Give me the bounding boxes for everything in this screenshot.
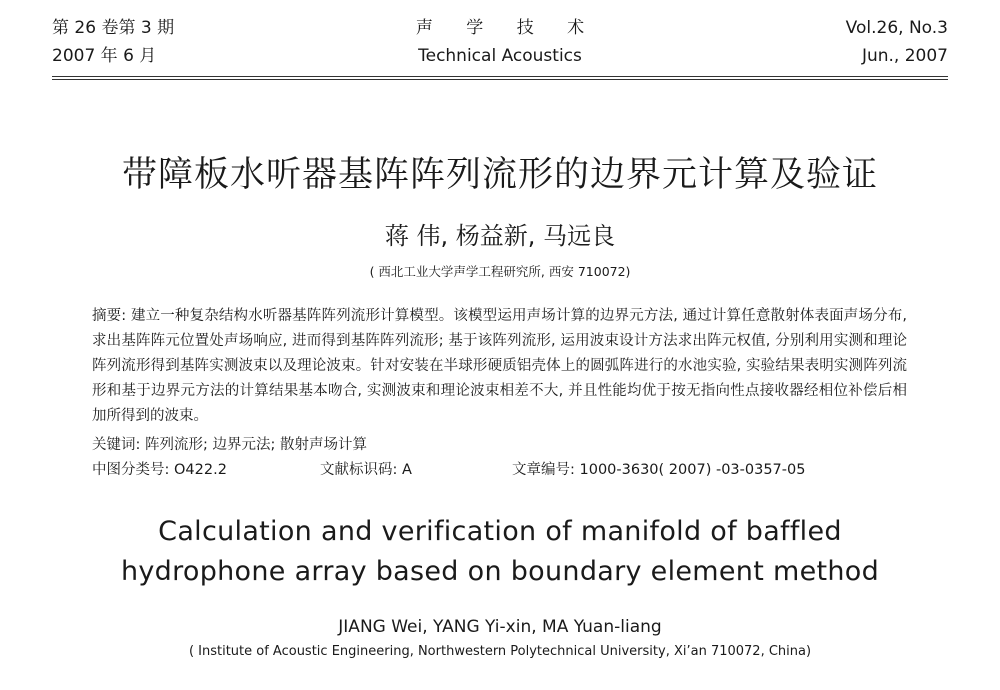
abstract-text: 建立一种复杂结构水听器基阵阵列流形计算模型。该模型运用声场计算的边界元方法, 通过计算任意散射体表面声场分布, 求出基阵阵元位置处声场响应, 进而得到基阵阵列流形; 基于该阵列流形, 运用波束设计方法求出阵元权值, 分别利用实测和理论阵列流形得到基阵实测波束以及理论波束。针对安装在半球形硬质铝壳体上的圆弧阵进行的水池实验, 实验结果表明实测阵列流形和基于边界元方法的计算结果基本吻合, 实测波束和理论波束相差不大, 并且性能均优于按无指向性点接收器经相位补偿后相加所得到的波束。 xyxy=(92,308,907,424)
header-right xyxy=(846,14,948,70)
document-code-label: 文献标识码: xyxy=(320,462,398,478)
affiliation-cn: ( 西北工业大学声学工程研究所, 西安 710072) xyxy=(369,264,631,279)
clc-label: 中图分类号: xyxy=(92,462,170,478)
authors-cn: 蒋 伟, 杨益新, 马远良 xyxy=(384,222,616,250)
article-number-value: 1000-3630( 2007) -03-0357-05 xyxy=(579,462,806,478)
clc-value: O422.2 xyxy=(174,462,227,478)
date-en: Jun., 2007 xyxy=(861,46,948,66)
article-number xyxy=(512,458,805,483)
abstract xyxy=(92,304,907,429)
keywords xyxy=(92,433,367,458)
volume-issue-cn: 第 26 卷第 3 期 xyxy=(52,18,175,38)
paper-title-en-line1: Calculation and verification of manifold of baffled xyxy=(158,516,842,547)
header-rule-top xyxy=(52,76,948,77)
abstract-label: 摘要: xyxy=(92,308,127,324)
affiliation-en: ( Institute of Acoustic Engineering, Northwestern Polytechnical University, Xi’an 710072, China) xyxy=(188,644,812,659)
document-code xyxy=(320,458,412,483)
header-rule-bottom xyxy=(52,79,948,80)
paper-title-cn: 带障板水听器基阵阵列流形的边界元计算及验证 xyxy=(121,155,878,195)
keywords-text: 阵列流形; 边界元法; 散射声场计算 xyxy=(145,437,367,453)
paper-title-en xyxy=(0,512,1000,592)
journal-name-en: Technical Acoustics xyxy=(418,46,582,66)
journal-name-cn: 声 学 技 术 xyxy=(415,18,599,38)
clc-number xyxy=(92,458,227,483)
article-number-label: 文章编号: xyxy=(512,462,575,478)
volume-issue-en: Vol.26, No.3 xyxy=(845,18,948,38)
paper-title-en-line2: hydrophone array based on boundary element method xyxy=(120,556,880,587)
document-code-value: A xyxy=(402,462,412,478)
keywords-label: 关键词: xyxy=(92,437,141,453)
classification-line xyxy=(92,458,907,483)
header-center xyxy=(52,14,948,70)
authors-en: JIANG Wei, YANG Yi-xin, MA Yuan-liang xyxy=(338,617,662,637)
running-header xyxy=(52,14,948,74)
date-cn: 2007 年 6 月 xyxy=(52,46,157,66)
